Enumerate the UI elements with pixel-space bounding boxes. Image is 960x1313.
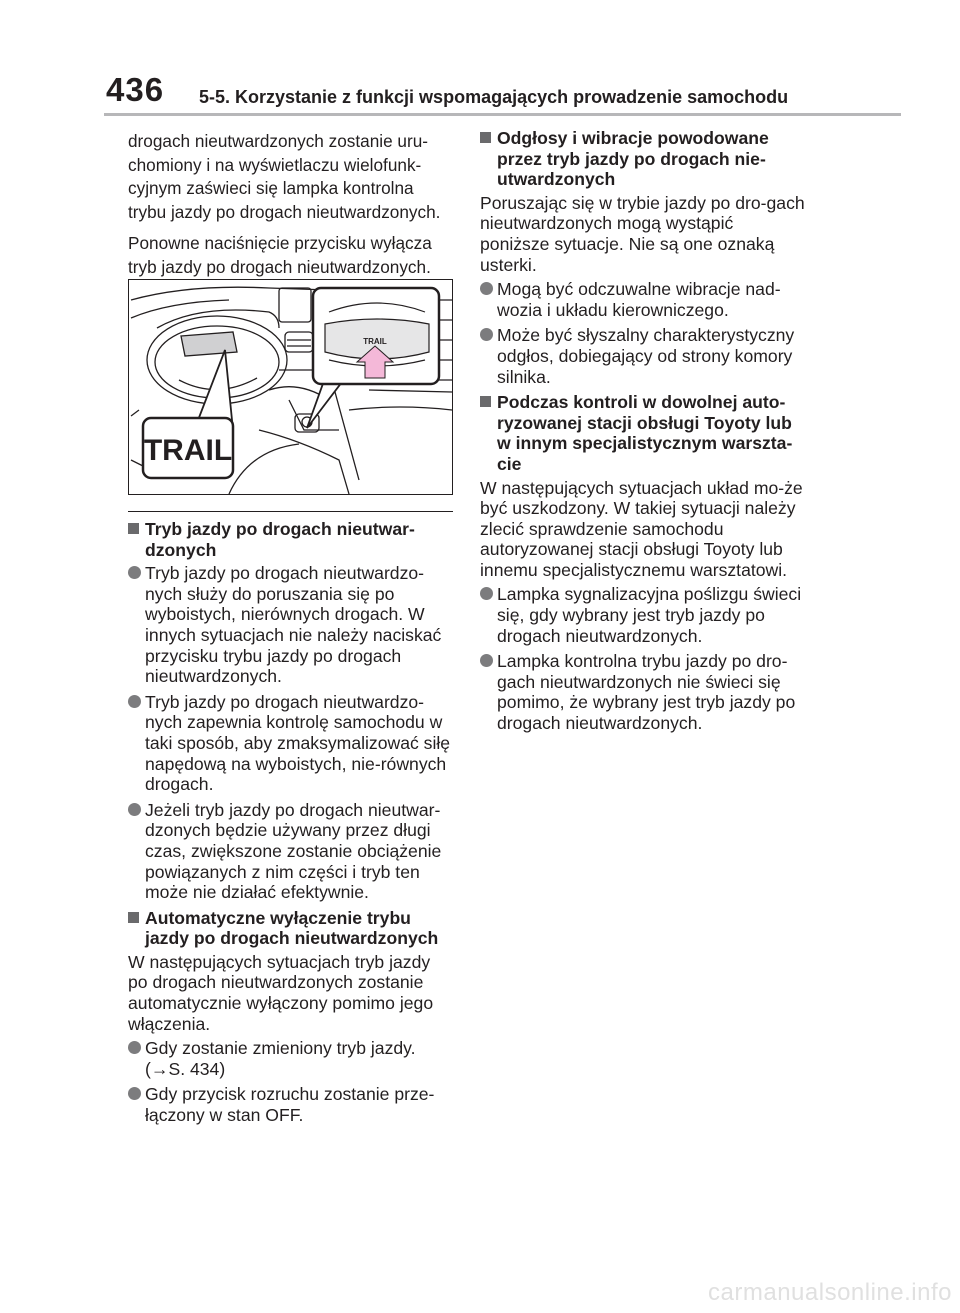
watermark: carmanualsonline.info — [708, 1279, 952, 1306]
list-item — [128, 1038, 453, 1079]
list-item-text: Lampka kontrolna trybu jazdy po dro-gach nieutwardzonych nie świeci się pomimo, że wybrany jest tryb jazdy po drogach nieutwardzonych. — [497, 651, 796, 734]
list-item — [480, 584, 805, 646]
section-heading — [480, 392, 805, 474]
left-column — [128, 130, 453, 288]
square-bullet-icon — [480, 396, 491, 407]
list-item-text: Może być słyszalny charakterystyczny odgłos, dobiegający od strony komory silnika. — [497, 325, 795, 387]
square-bullet-icon — [128, 523, 139, 534]
trail-callout-label: TRAIL — [143, 434, 233, 467]
round-bullet-icon — [128, 1087, 141, 1100]
section-heading — [128, 519, 453, 560]
intro-paragraph-1: drogach nieutwardzonych zostanie uru-chomiony i na wyświetlaczu wielofunk-cyjnym zaświeci się lampka kontrolna trybu jazdy po drogach nieutwardzonych. — [128, 131, 441, 222]
list-item — [480, 279, 805, 320]
list-item-text: Gdy zostanie zmieniony tryb jazdy. (→S. 434) — [145, 1038, 416, 1079]
right-column — [480, 128, 805, 739]
section-heading — [128, 908, 453, 949]
section3-heading: Odgłosy i wibracje powodowane przez tryb jazdy po drogach nie-utwardzonych — [497, 128, 769, 190]
list-item — [128, 563, 453, 687]
left-column-lower — [128, 519, 453, 1131]
round-bullet-icon — [128, 695, 141, 708]
round-bullet-icon — [480, 282, 493, 295]
section-heading — [480, 128, 805, 190]
list-item-text: Lampka sygnalizacyjna poślizgu świeci się, gdy wybrany jest tryb jazdy po drogach nieutwardzonych. — [497, 584, 802, 646]
round-bullet-icon — [480, 328, 493, 341]
figure-separator — [128, 511, 453, 512]
section2-heading: Automatyczne wyłączenie trybu jazdy po drogach nieutwardzonych — [145, 907, 439, 949]
list-item-text: Tryb jazdy po drogach nieutwardzo-nych służy do poruszania się po wyboistych, nierównych drogach. W innych sytuacjach nie należy naciskać przycisku trybu jazdy po drogach nieutwardzonych. — [145, 563, 442, 687]
round-bullet-icon — [128, 566, 141, 579]
round-bullet-icon — [480, 654, 493, 667]
square-bullet-icon — [480, 132, 491, 143]
round-bullet-icon — [480, 587, 493, 600]
section2-text: W następujących sytuacjach tryb jazdy po drogach nieutwardzonych zostanie automatycznie wyłączony pomimo jego włączenia. — [128, 951, 434, 1034]
section4-heading: Podczas kontroli w dowolnej auto-ryzowanej stacji obsługi Toyoty lub w innym specjalistycznym warszta-cie — [497, 392, 793, 474]
dashboard-illustration — [129, 280, 452, 494]
list-item — [128, 1084, 453, 1125]
header-rule — [104, 113, 901, 116]
list-item-text: Gdy przycisk rozruchu zostanie prze-łączony w stan OFF. — [145, 1084, 435, 1126]
round-bullet-icon — [128, 1041, 141, 1054]
section-title: 5-5. Korzystanie z funkcji wspomagających prowadzenie samochodu — [199, 87, 789, 107]
round-bullet-icon — [128, 803, 141, 816]
list-item-text: Jeżeli tryb jazdy po drogach nieutwar-dzonych będzie używany przez długi czas, zwiększone zostanie obciążenie powiązanych z nim części i tryb ten może nie działać efektywnie. — [145, 799, 442, 903]
page-header — [0, 0, 960, 120]
page-number: 436 — [106, 71, 165, 108]
section4-text: W następujących sytuacjach układ mo-że być uszkodzony. W takiej sytuacji należy zlecić sprawdzenie samochodu autoryzowanej stacji obsługi Toyoty lub innemu specjalistycznemu warsztatowi. — [480, 477, 803, 580]
section1-heading: Tryb jazdy po drogach nieutwar-dzonych — [145, 519, 415, 560]
intro-text — [128, 130, 453, 280]
list-item — [480, 651, 805, 733]
list-item-text: Tryb jazdy po drogach nieutwardzo-nych zapewnia kontrolę samochodu w taki sposób, aby zmaksymalizować siłę napędową na wyboistych, nie-równych drogach. — [145, 691, 451, 795]
trail-button-label: TRAIL — [363, 337, 387, 346]
square-bullet-icon — [128, 912, 139, 923]
section3-text: Poruszając się w trybie jazdy po dro-gach nieutwardzonych mogą wystąpić poniższe sytuacje. Nie są one oznaką usterki. — [480, 192, 805, 275]
list-item — [128, 692, 453, 795]
trail-button-figure — [128, 279, 453, 495]
list-item — [128, 800, 453, 903]
list-item-text: Mogą być odczuwalne wibracje nad-wozia i układu kierowniczego. — [497, 279, 781, 320]
list-item — [480, 325, 805, 387]
intro-paragraph-2: Ponowne naciśnięcie przycisku wyłącza tryb jazdy po drogach nieutwardzonych. — [128, 233, 432, 277]
